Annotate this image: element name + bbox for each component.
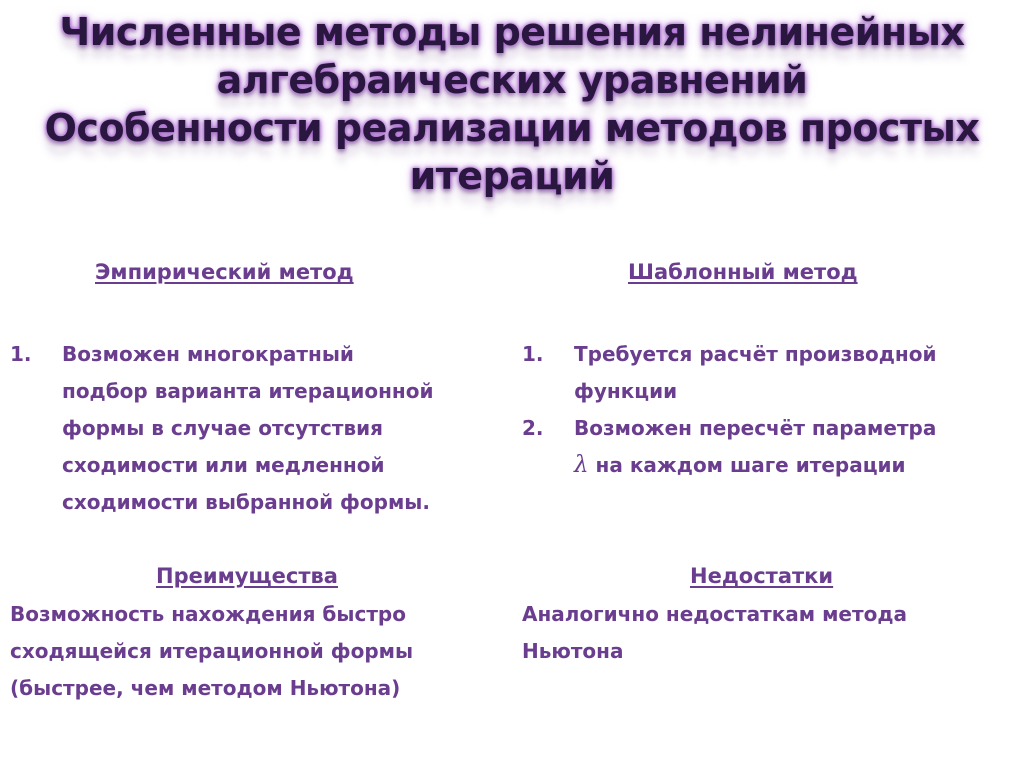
list-item-line: Возможен пересчёт параметра bbox=[574, 416, 937, 440]
advantages-line: сходящейся итерационной формы bbox=[10, 639, 414, 663]
list-number: 1. bbox=[10, 342, 32, 366]
title-line-4: итераций bbox=[409, 154, 615, 198]
lambda-symbol: λ bbox=[574, 452, 589, 478]
list-number: 1. bbox=[522, 342, 544, 366]
list-item bbox=[10, 336, 510, 521]
disadvantages-line: Ньютона bbox=[522, 639, 624, 663]
slide-title bbox=[0, 8, 1024, 200]
list-item-line: Возможен многократный bbox=[62, 342, 354, 366]
list-item bbox=[522, 410, 1022, 484]
template-method-list bbox=[522, 336, 1022, 484]
empirical-method-heading: Эмпирический метод bbox=[95, 260, 354, 284]
disadvantages-line: Аналогично недостаткам метода bbox=[522, 602, 907, 626]
title-line-3: Особенности реализации методов простых bbox=[44, 106, 980, 150]
advantages-line: (быстрее, чем методом Ньютона) bbox=[10, 676, 401, 700]
list-number: 2. bbox=[522, 416, 544, 440]
advantages-line: Возможность нахождения быстро bbox=[10, 602, 406, 626]
disadvantages-text bbox=[522, 596, 1012, 670]
title-line-1: Численные методы решения нелинейных bbox=[59, 10, 965, 54]
list-item-line: подбор варианта итерационной bbox=[62, 379, 434, 403]
list-item-line: Требуется расчёт производной bbox=[574, 342, 937, 366]
list-item-line-with-lambda bbox=[574, 447, 1022, 484]
empirical-method-list bbox=[10, 336, 510, 521]
disadvantages-heading: Недостатки bbox=[690, 564, 834, 588]
title-line-2: алгебраических уравнений bbox=[216, 58, 808, 102]
list-item-line: функции bbox=[574, 379, 678, 403]
list-item-line: формы в случае отсутствия bbox=[62, 416, 383, 440]
list-item bbox=[522, 336, 1022, 410]
list-item-line: сходимости или медленной bbox=[62, 453, 385, 477]
list-item-line: сходимости выбранной формы. bbox=[62, 490, 430, 514]
advantages-text bbox=[10, 596, 510, 707]
list-item-line-rest: на каждом шаге итерации bbox=[588, 453, 906, 477]
advantages-heading: Преимущества bbox=[156, 564, 338, 588]
template-method-heading: Шаблонный метод bbox=[628, 260, 858, 284]
